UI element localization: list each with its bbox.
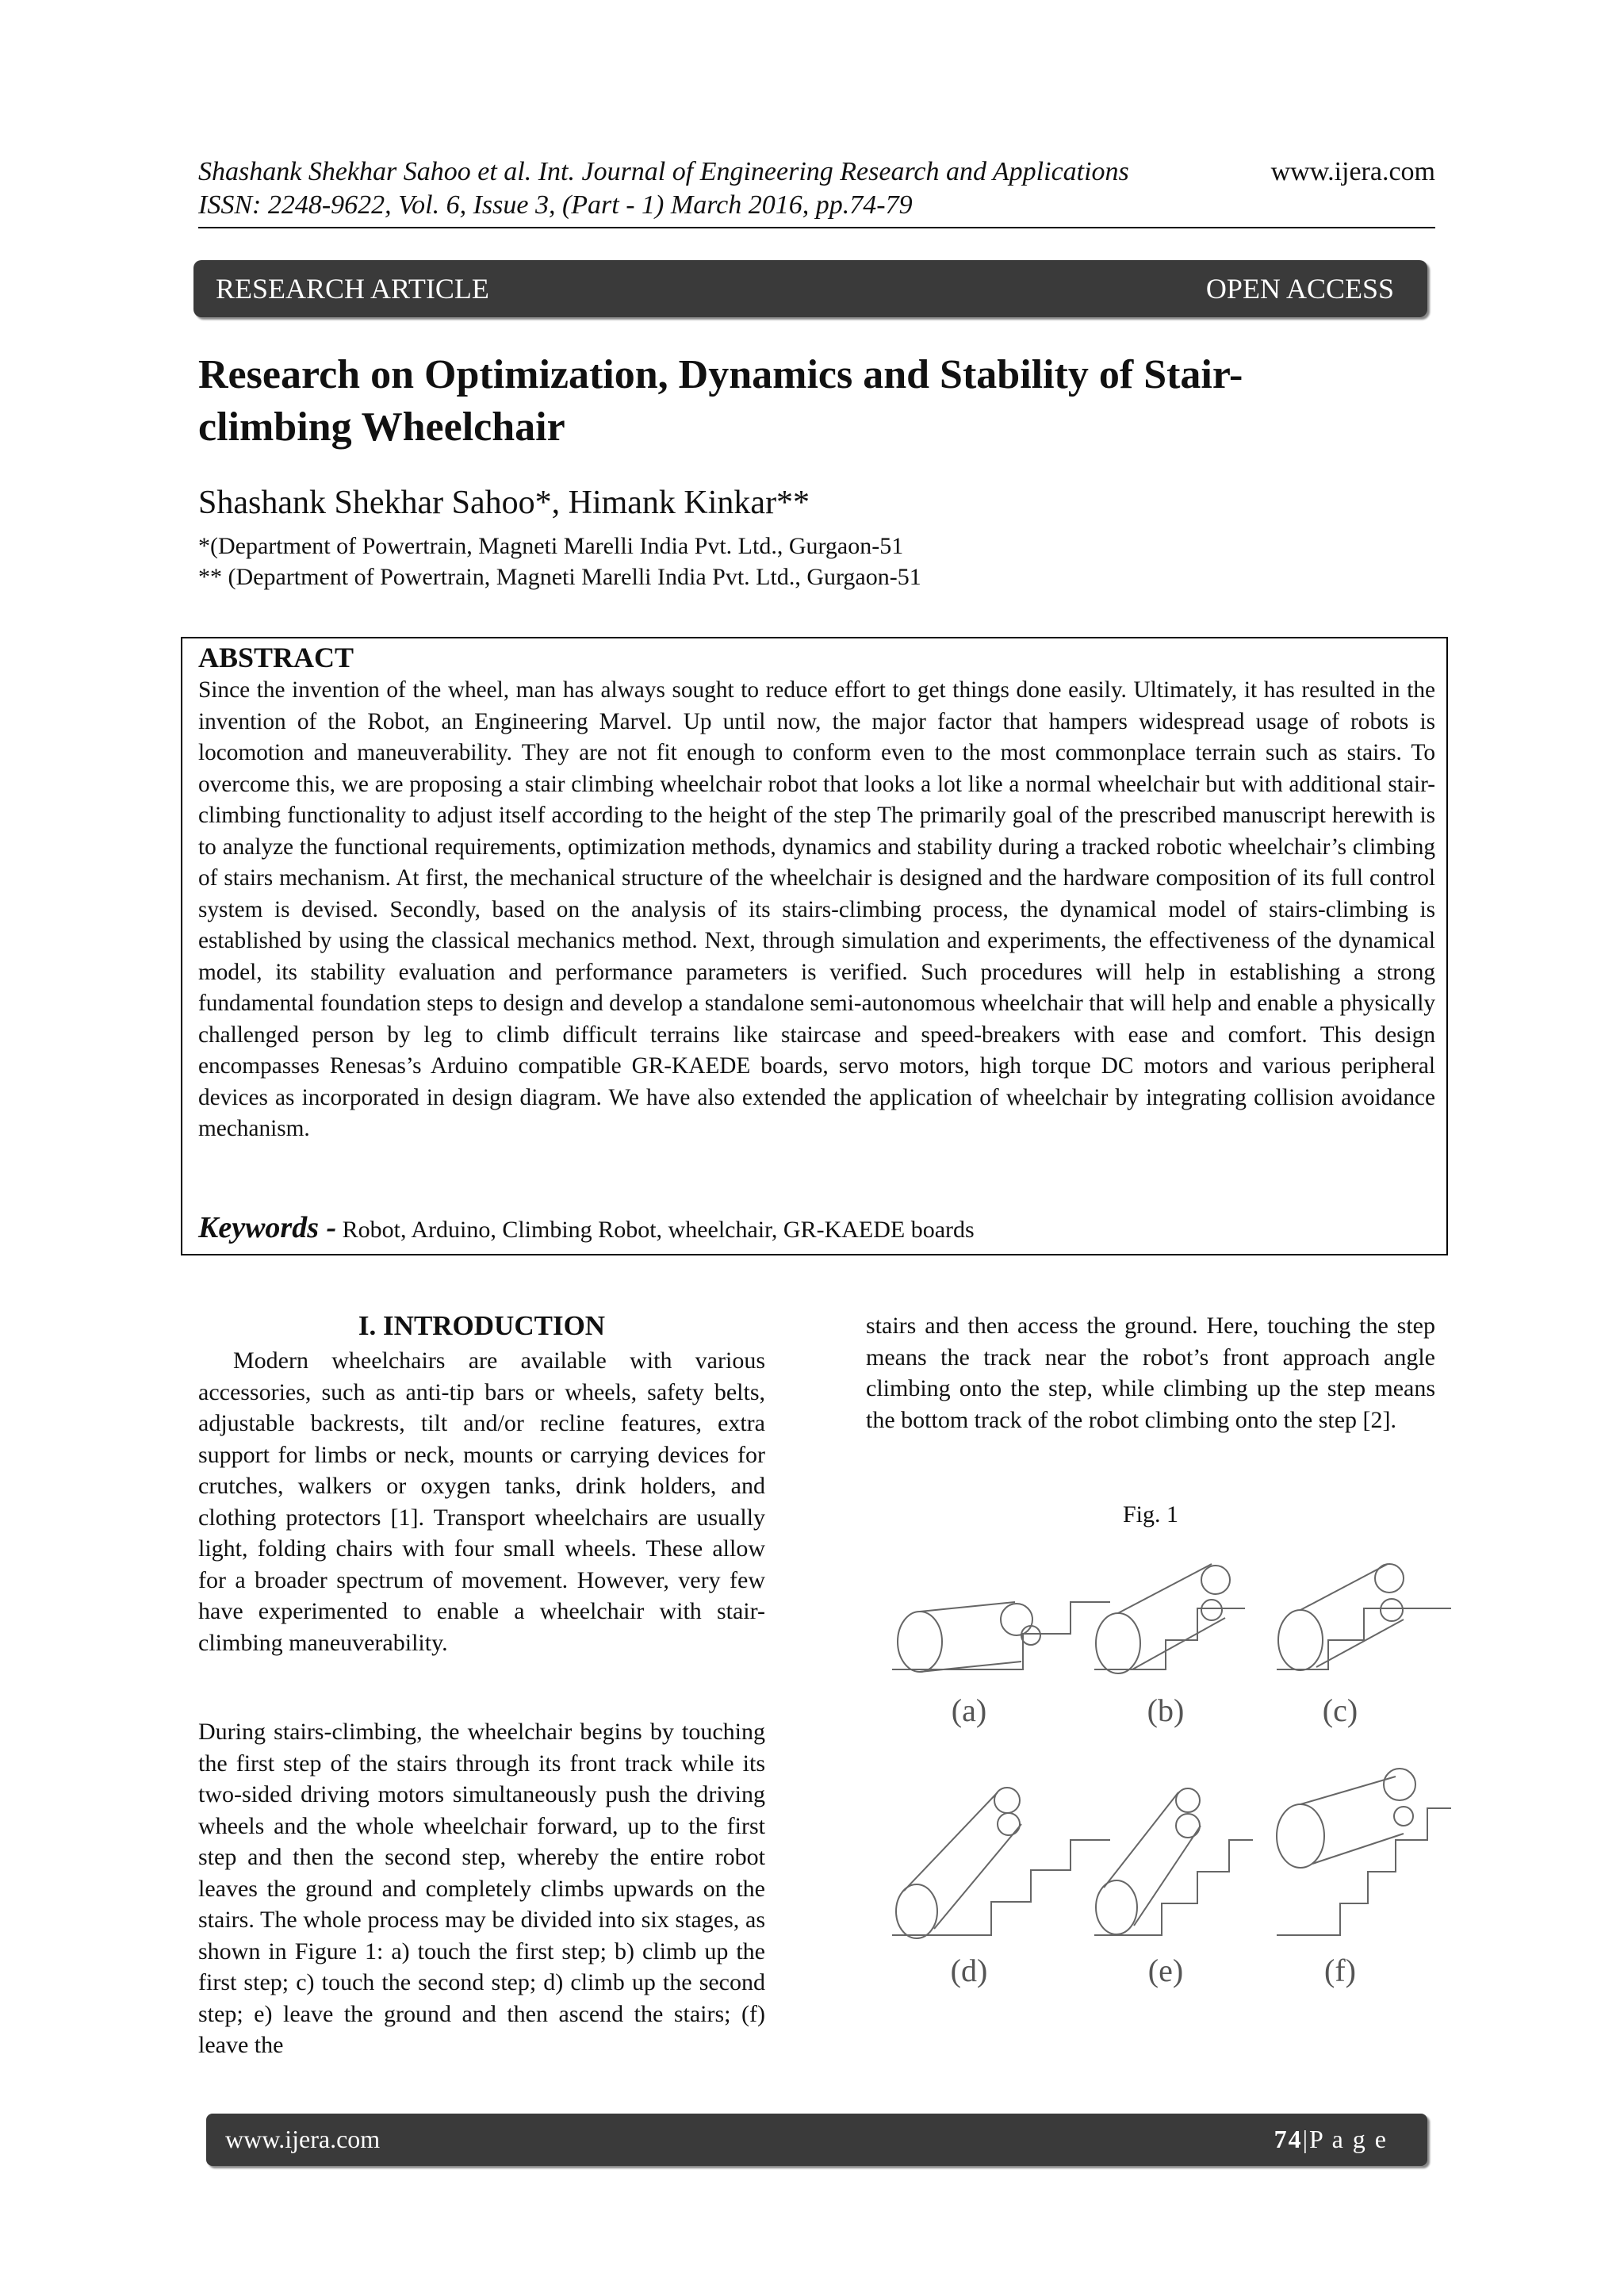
affiliation-1: *(Department of Powertrain, Magneti Marelli India Pvt. Ltd., Gurgaon-51 xyxy=(198,533,904,559)
keywords-list: Robot, Arduino, Climbing Robot, wheelchair, GR-KAEDE boards xyxy=(336,1217,975,1243)
intro-paragraph-2: During stairs-climbing, the wheelchair begins by touching the first step of the stairs through its front track while its two-sided driving motors simultaneously push the driving wheels and the whole wheelchair forward, up to the first step and then the second step, whereby the entire robot leaves the ground and completely climbs upwards on the stairs. The whole process may be divided into six stages, as shown in Figure 1: a) touch the first step; b) climb up the first step; c) touch the second step; d) climb up the second step; e) leave the ground and then ascend the stairs; (f) leave the xyxy=(198,1719,765,2058)
panel-label-c: (c) xyxy=(1322,1692,1358,1728)
running-header-line2: ISSN: 2248-9622, Vol. 6, Issue 3, (Part - 1) March 2016, pp.74-79 xyxy=(198,190,913,220)
title-line-2: climbing Wheelchair xyxy=(198,404,565,450)
title-line-1: Research on Optimization, Dynamics and Stability of Stair- xyxy=(198,352,1243,397)
open-access-label: OPEN ACCESS xyxy=(1205,273,1394,305)
panel-label-f: (f) xyxy=(1324,1953,1356,1988)
page-footer xyxy=(206,2114,1427,2166)
running-header xyxy=(198,155,1435,222)
affiliation-2: ** (Department of Powertrain, Magneti Marelli India Pvt. Ltd., Gurgaon-51 xyxy=(198,564,921,590)
page-number xyxy=(1274,2125,1388,2154)
stage-d-diagram xyxy=(892,1788,1110,1938)
stage-e-diagram xyxy=(1094,1788,1253,1935)
research-article-label: RESEARCH ARTICLE xyxy=(216,273,489,305)
abstract-heading: ABSTRACT xyxy=(198,642,354,673)
figure-label: Fig. 1 xyxy=(1122,1501,1179,1527)
page-word: |P a g e xyxy=(1302,2125,1388,2153)
keywords-label: Keywords - xyxy=(198,1211,337,1244)
intro-paragraph-3: stairs and then access the ground. Here, touching the step means the track near the robot’s front approach angle climbing onto the step, while climbing up the step means the bottom track of the robot climbing onto the step [2]. xyxy=(866,1313,1435,1433)
stage-b-diagram xyxy=(1094,1564,1245,1673)
stage-c-diagram xyxy=(1277,1564,1451,1670)
panel-label-d: (d) xyxy=(950,1953,988,1988)
stage-a-diagram xyxy=(892,1602,1110,1672)
authors: Shashank Shekhar Sahoo*, Himank Kinkar** xyxy=(198,485,810,521)
article-type-banner xyxy=(193,260,1427,317)
panel-label-a: (a) xyxy=(951,1692,987,1728)
paper-title xyxy=(198,349,1435,454)
running-header-line1 xyxy=(198,155,1435,189)
intro-paragraph-1: Modern wheelchairs are available with various accessories, such as anti-tip bars or wheels, safety belts, adjustable backrests, tilt and/or recline features, extra support for limbs or neck, mounts or carrying devices for crutches, walkers or oxygen tanks, drink holders, and clothing protectors [1]. Transport wheelchairs are usually light, folding chairs with four small wheels. These allow for a broader spectrum of movement. However, very few have experimented to enable a wheelchair with stair-climbing maneuverability. xyxy=(198,1347,765,1656)
stage-f-diagram xyxy=(1277,1769,1451,1935)
panel-label-e: (e) xyxy=(1147,1953,1184,1988)
header-rule xyxy=(198,227,1435,228)
footer-url[interactable]: www.ijera.com xyxy=(225,2125,381,2153)
stair-climbing-figure xyxy=(880,1554,1467,1999)
page-number-value: 74 xyxy=(1274,2125,1303,2153)
keywords xyxy=(198,1212,975,1246)
panel-label-b: (b) xyxy=(1147,1692,1185,1728)
section-heading-introduction: I. INTRODUCTION xyxy=(358,1310,606,1341)
journal-url[interactable]: www.ijera.com xyxy=(1270,157,1435,186)
abstract-text: Since the invention of the wheel, man has always sought to reduce effort to get things done easily. Ultimately, it has resulted in the invention of the Robot, an Engineering Marvel. Up until now, the major factor that hampers widespread usage of robots is locomotion and maneuverability. They are not fit enough to conform even to the most commonplace terrain such as stairs. To overcome this, we are proposing a stair climbing wheelchair robot that looks a lot like a normal wheelchair but with additional stair-climbing functionality to adjust itself according to the height of the step The primarily goal of the prescribed manuscript herewith is to analyze the functional requirements, optimization methods, dynamics and stability during a tracked robotic wheelchair’s climbing of stairs mechanism. At first, the mechanical structure of the wheelchair is designed and the hardware composition of its full control system is devised. Secondly, based on the analysis of its stairs-climbing process, the dynamical model of stairs-climbing is established by using the classical mechanics method. Next, through simulation and experiments, the effectiveness of the dynamical model, its stability evaluation and performance parameters is verified. Such procedures will help in establishing a strong fundamental foundation steps to design and develop a standalone semi-autonomous wheelchair that will help and enable a physically challenged person by leg to climb difficult terrains like staircase and speed-breakers with ease and comfort. This design encompasses Renesas’s Arduino compatible GR-KAEDE boards, servo motors, high torque DC motors and various peripheral devices as incorporated in design diagram. We have also extended the application of wheelchair by integrating collision avoidance mechanism. xyxy=(198,677,1435,1141)
journal-citation: Shashank Shekhar Sahoo et al. Int. Journal of Engineering Research and Applications xyxy=(198,157,1129,186)
